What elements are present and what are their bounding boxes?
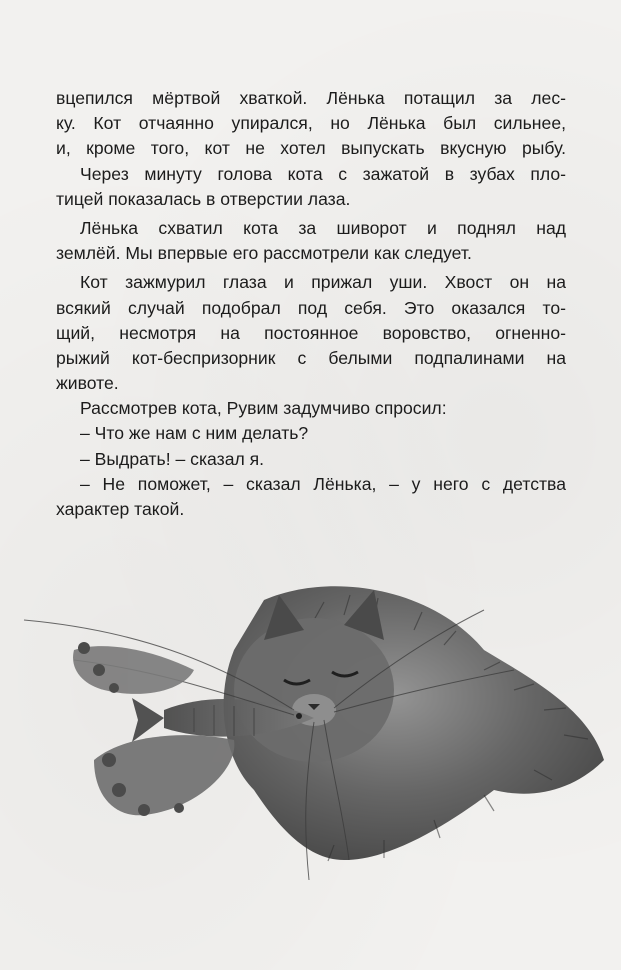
text-line: Лёнька схватил кота за шиворот и поднял над bbox=[80, 217, 566, 238]
text-line: ку. Кот отчаянно упирался, но Лёнька был сильнее, bbox=[56, 113, 566, 134]
text-line: всякий случай подобрал под себя. Это оказался то- bbox=[56, 297, 566, 318]
text-line: и, кроме того, кот не хотел выпускать вкусную рыбу. bbox=[56, 138, 566, 159]
text-line: рыжий кот-беспризорник с белыми подпалинами на bbox=[56, 347, 566, 368]
text-line: Рассмотрев кота, Рувим задумчиво спросил: bbox=[80, 398, 447, 419]
text-line: землёй. Мы впервые его рассмотрели как следует. bbox=[56, 243, 472, 264]
text-line: Через минуту голова кота с зажатой в зубах пло- bbox=[80, 163, 566, 184]
dialogue-line: – Не поможет, – сказал Лёнька, – у него с детства bbox=[80, 473, 566, 494]
story-text bbox=[56, 86, 566, 522]
text-line: характер такой. bbox=[56, 499, 185, 519]
text-line: Кот зажмурил глаза и прижал уши. Хвост он на bbox=[80, 272, 566, 293]
dialogue-line: – Выдрать! – сказал я. bbox=[80, 448, 265, 469]
cat-with-fish-illustration bbox=[14, 560, 614, 890]
cat-paw bbox=[94, 735, 234, 816]
text-line: тицей показалась в отверстии лаза. bbox=[56, 188, 351, 209]
cat-head bbox=[234, 618, 394, 762]
text-line: вцепился мёртвой хваткой. Лёнька потащил за лес- bbox=[56, 88, 566, 108]
cat-paw bbox=[73, 642, 194, 694]
text-line: щий, несмотря на постоянное воровство, огненно- bbox=[56, 322, 566, 343]
dialogue-line: – Что же нам с ним делать? bbox=[80, 423, 309, 444]
text-line: животе. bbox=[56, 373, 119, 394]
